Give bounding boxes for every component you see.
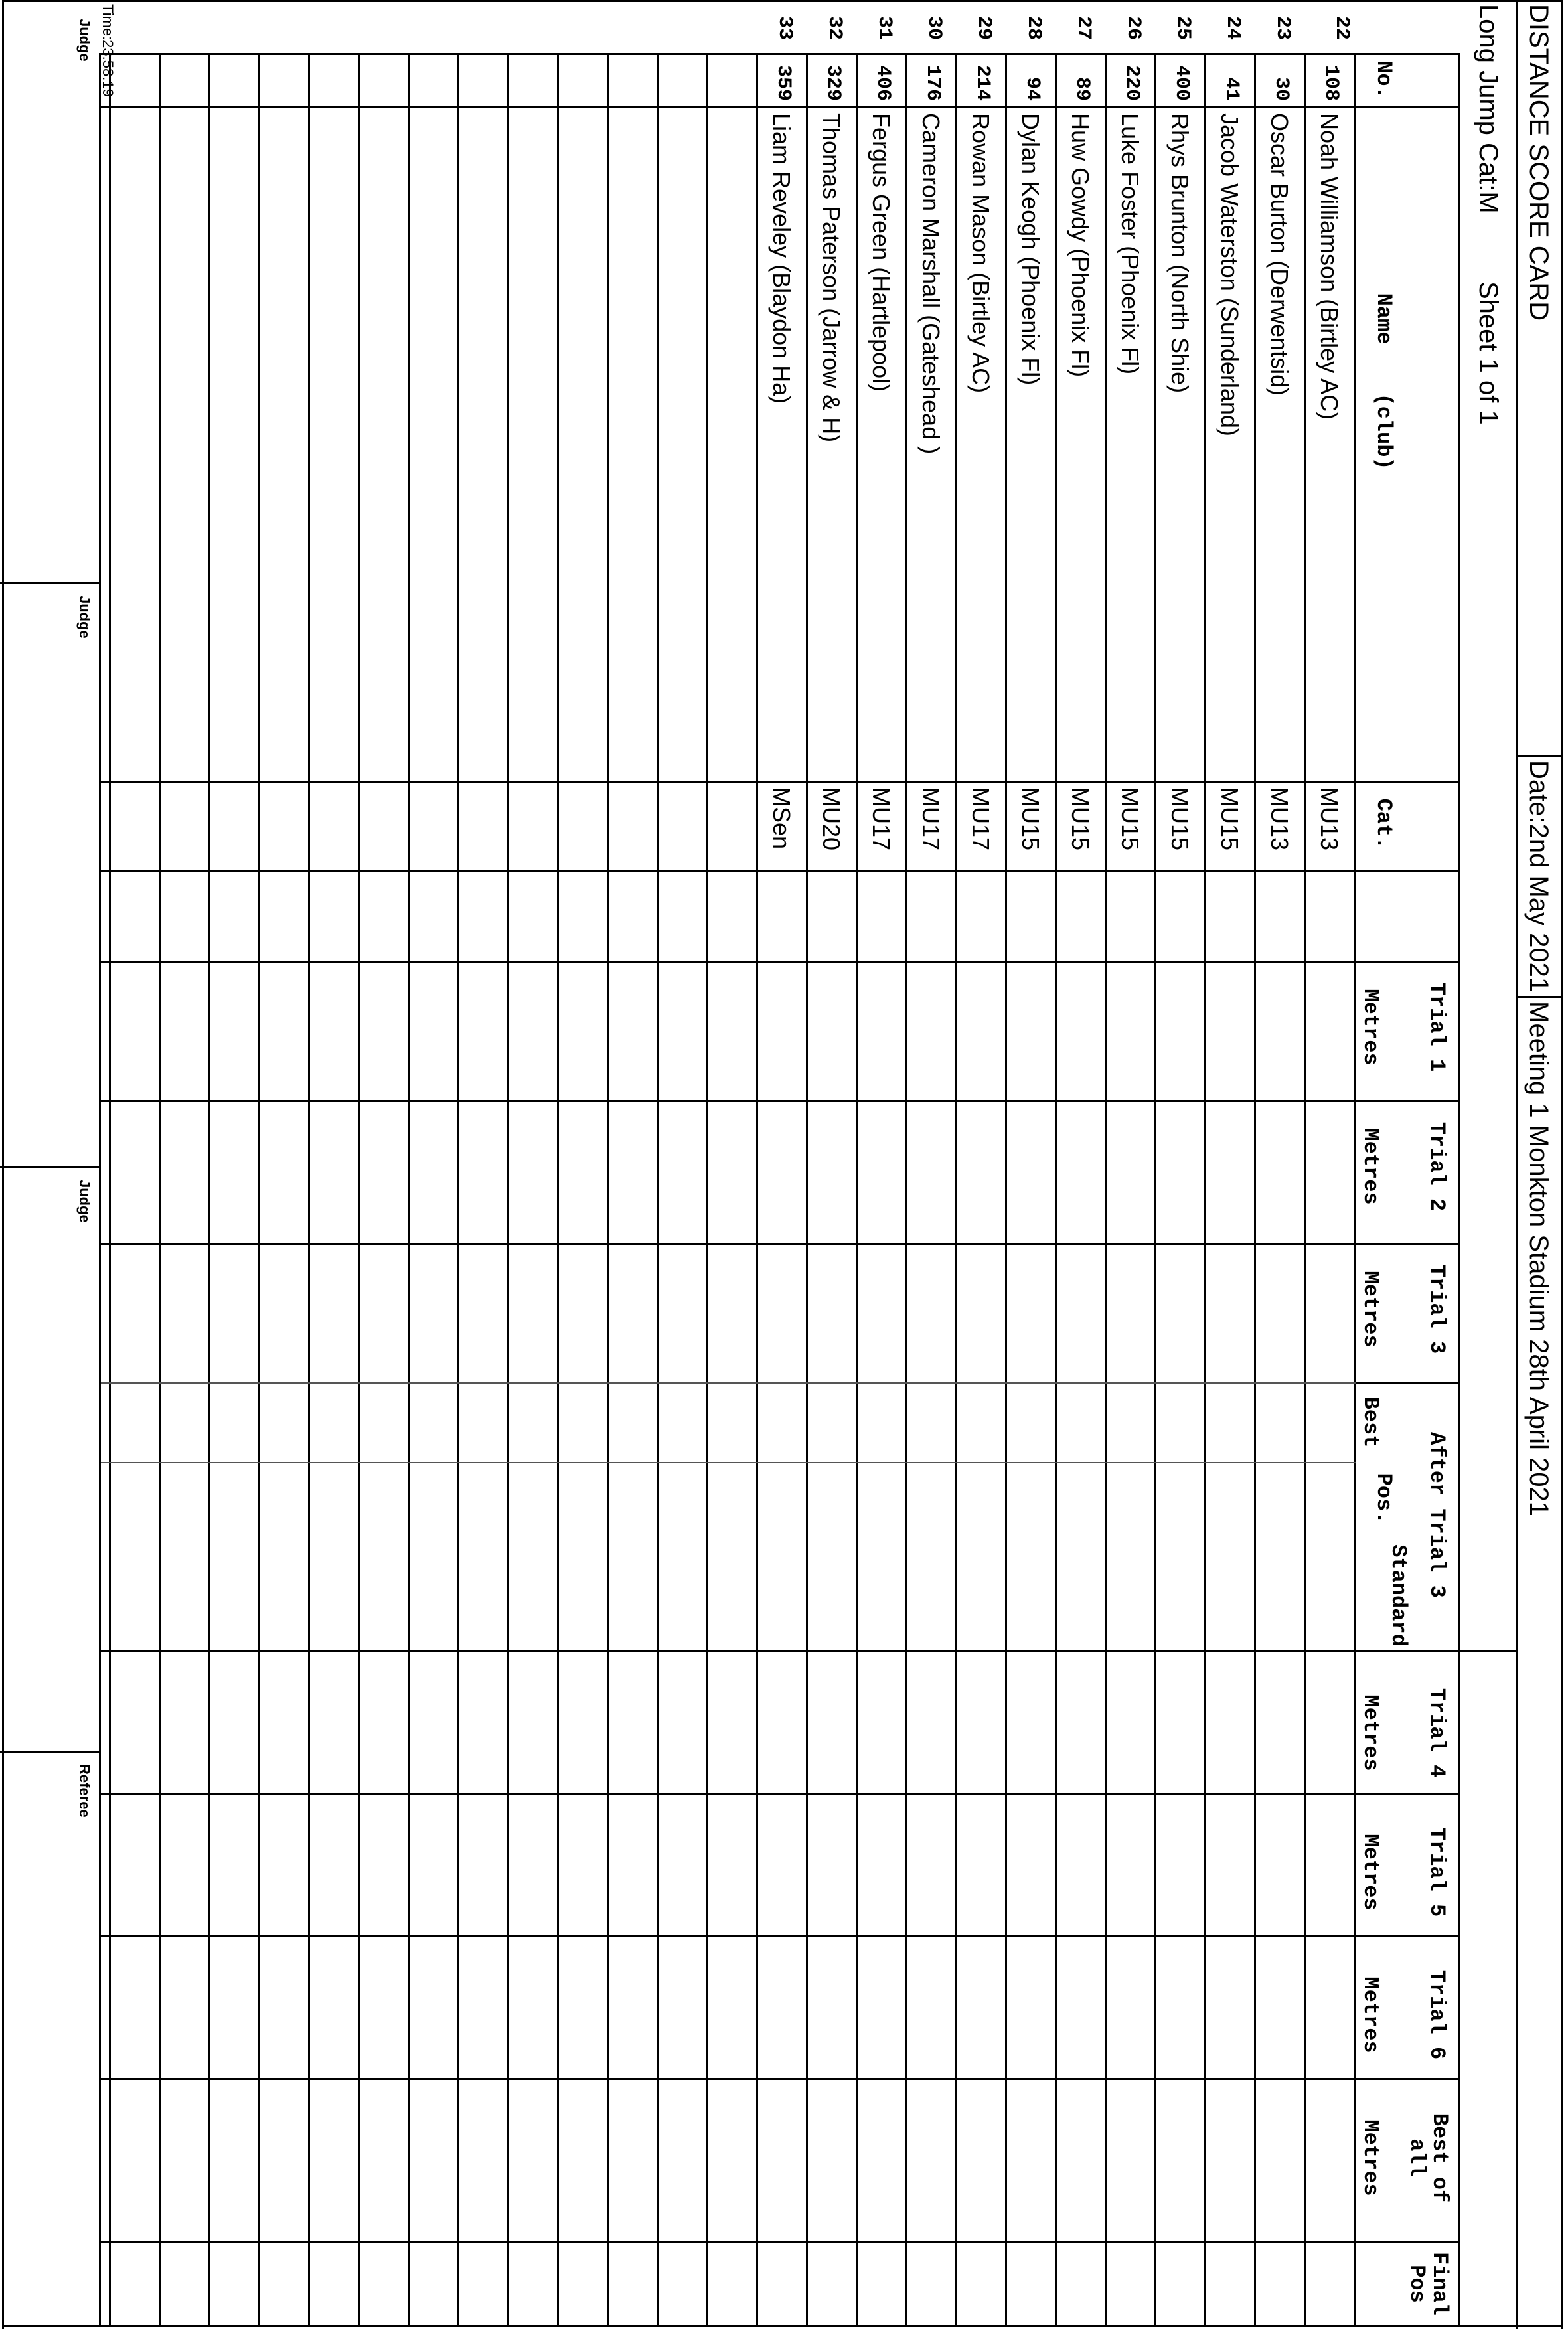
row-line xyxy=(308,53,310,2327)
athlete-category: MU13 xyxy=(1266,787,1293,851)
row-number: 22 xyxy=(1330,16,1353,40)
athlete-name: Luke Foster (Phoenix Fl) xyxy=(1117,113,1144,375)
column-line xyxy=(101,781,1460,783)
meeting-info: Meeting 1 Monkton Stadium 28th April 2021 xyxy=(1524,1001,1553,1517)
col-header-name: Name xyxy=(1372,293,1396,345)
judge-signature-2[interactable]: Judge xyxy=(76,596,93,639)
col-header-no: No. xyxy=(1372,60,1396,99)
signature-sep-2 xyxy=(0,1166,101,1168)
row-line xyxy=(1204,53,1206,2327)
athlete-category: MU17 xyxy=(917,787,945,851)
athlete-number: 41 xyxy=(1220,76,1243,101)
athlete-name: Huw Gowdy (Phoenix Fl) xyxy=(1067,113,1094,378)
column-line xyxy=(101,1935,1460,1937)
col-header-club: (club) xyxy=(1372,393,1396,470)
athlete-category: MU15 xyxy=(1166,787,1194,851)
print-timestamp: Time:23:58:19 xyxy=(100,4,116,97)
column-line xyxy=(101,961,1460,963)
col-header-pos: Pos. xyxy=(1372,1473,1396,1524)
athlete-number: 89 xyxy=(1071,76,1093,101)
row-line xyxy=(1005,53,1007,2327)
col-header-all: all xyxy=(1405,2138,1429,2177)
event-name: Long Jump Cat:M xyxy=(1474,4,1503,214)
sheet-right-border xyxy=(3,2325,1563,2327)
athlete-name: Dylan Keogh (Phoenix Fl) xyxy=(1017,113,1044,386)
row-line xyxy=(756,53,758,2327)
row-line xyxy=(457,53,459,2327)
col-header-final-pos: Pos xyxy=(1405,2265,1429,2303)
row-number: 24 xyxy=(1221,16,1244,40)
athlete-number: 176 xyxy=(921,64,944,101)
athlete-number: 214 xyxy=(971,64,994,101)
athlete-category: MU13 xyxy=(1316,787,1343,851)
sheet-bottom-border xyxy=(2,0,4,2329)
athlete-category: MU17 xyxy=(868,787,895,851)
column-line xyxy=(101,1793,1460,1795)
column-line xyxy=(101,1243,1460,1245)
athlete-number: 108 xyxy=(1320,64,1342,101)
row-number: 26 xyxy=(1122,16,1144,40)
athlete-name: Rhys Brunton (North Shie) xyxy=(1166,113,1194,394)
row-line xyxy=(1304,53,1306,2327)
row-number: 30 xyxy=(923,16,945,40)
col-header-cat: Cat. xyxy=(1372,798,1396,850)
row-line xyxy=(159,53,161,2327)
column-line xyxy=(101,2078,1460,2080)
col-header-trial1-unit: Metres xyxy=(1358,989,1383,1066)
row-line xyxy=(258,53,260,2327)
after3-sub-divider-1 xyxy=(101,1382,1356,1384)
col-header-best-of: Best of xyxy=(1427,2113,1452,2203)
table-header-bottom xyxy=(1354,53,1356,2327)
athlete-category: MSen xyxy=(768,787,795,850)
athlete-name: Jacob Waterston (Sunderland) xyxy=(1216,113,1243,436)
row-number: 28 xyxy=(1022,16,1045,40)
after3-sub-divider-2 xyxy=(101,1462,1356,1463)
athlete-number: 406 xyxy=(872,64,894,101)
col-header-trial3: Trial 3 xyxy=(1425,1264,1449,1354)
col-header-standard: Standard xyxy=(1386,1544,1411,1646)
row-line xyxy=(507,53,509,2327)
judge-signature-3[interactable]: Judge xyxy=(76,1180,93,1223)
row-line xyxy=(955,53,957,2327)
col-header-trial4-unit: Metres xyxy=(1358,1694,1383,1771)
col-header-trial4: Trial 4 xyxy=(1425,1688,1449,1778)
referee-signature[interactable]: Referee xyxy=(76,1764,93,1818)
row-line xyxy=(706,53,708,2327)
athlete-category: MU17 xyxy=(967,787,994,851)
column-line xyxy=(101,870,1460,872)
column-line xyxy=(101,106,1460,108)
athlete-name: Rowan Mason (Birtley AC) xyxy=(967,113,994,394)
athlete-number: 359 xyxy=(772,64,795,101)
row-line xyxy=(1154,53,1156,2327)
signature-sep-1 xyxy=(0,582,101,584)
col-header-best: Best xyxy=(1358,1396,1383,1448)
card-date: Date:2nd May 2021 xyxy=(1524,760,1553,993)
card-title: DISTANCE SCORE CARD xyxy=(1524,4,1553,321)
header-sep-1 xyxy=(1518,755,1563,757)
row-line xyxy=(358,53,360,2327)
row-number: 23 xyxy=(1271,16,1294,40)
row-line xyxy=(905,53,907,2327)
column-line xyxy=(101,1650,1460,1652)
row-number: 32 xyxy=(823,16,846,40)
athlete-name: Fergus Green (Hartlepool) xyxy=(868,113,895,392)
column-line xyxy=(101,1100,1460,1102)
row-line xyxy=(557,53,559,2327)
judge-signature-1[interactable]: Judge xyxy=(76,19,93,62)
row-line xyxy=(856,53,858,2327)
row-line xyxy=(109,53,111,2327)
row-line xyxy=(208,53,210,2327)
athlete-category: MU15 xyxy=(1216,787,1243,851)
col-header-best-unit: Metres xyxy=(1358,2119,1383,2196)
athlete-name: Cameron Marshall (Gateshead ) xyxy=(917,113,945,455)
athlete-name: Liam Reveley (Blaydon Ha) xyxy=(768,113,795,404)
athlete-name: Noah Williamson (Birtley AC) xyxy=(1316,113,1343,420)
col-header-trial5: Trial 5 xyxy=(1425,1827,1449,1917)
col-header-trial2-unit: Metres xyxy=(1358,1128,1383,1205)
col-header-after-trial3: After Trial 3 xyxy=(1425,1432,1449,1598)
col-header-trial3-unit: Metres xyxy=(1358,1271,1383,1348)
row-line xyxy=(657,53,659,2327)
row-number: 33 xyxy=(773,16,796,40)
row-line xyxy=(408,53,410,2327)
sheet-number: Sheet 1 of 1 xyxy=(1474,281,1503,425)
col-header-trial6-unit: Metres xyxy=(1358,1976,1383,2053)
header-sep-2 xyxy=(1518,996,1563,998)
col-header-trial1: Trial 1 xyxy=(1425,982,1449,1072)
row-line xyxy=(806,53,808,2327)
sheet-top-border xyxy=(1561,0,1563,2329)
athlete-number: 94 xyxy=(1021,76,1044,101)
signature-sep-3 xyxy=(0,1751,101,1753)
athlete-number: 30 xyxy=(1270,76,1293,101)
athlete-name: Oscar Burton (Derwentsid) xyxy=(1266,113,1293,396)
row-number: 27 xyxy=(1072,16,1095,40)
table-top-border xyxy=(1458,53,1460,2327)
col-header-final: Final xyxy=(1427,2251,1452,2316)
sheet-left-border xyxy=(3,0,1563,2)
row-line xyxy=(1055,53,1057,2327)
athlete-number: 400 xyxy=(1170,64,1193,101)
row-number: 29 xyxy=(973,16,995,40)
row-line xyxy=(1254,53,1256,2327)
row-number: 31 xyxy=(873,16,896,40)
header-divider xyxy=(1516,0,1518,2329)
column-line xyxy=(101,2241,1460,2243)
athlete-category: MU15 xyxy=(1117,787,1144,851)
col-header-trial5-unit: Metres xyxy=(1358,1834,1383,1911)
row-line xyxy=(1105,53,1107,2327)
athlete-number: 220 xyxy=(1121,64,1143,101)
col-header-trial6: Trial 6 xyxy=(1425,1970,1449,2060)
row-line xyxy=(607,53,609,2327)
athlete-category: MU15 xyxy=(1067,787,1094,851)
athlete-category: MU20 xyxy=(818,787,845,851)
athlete-number: 329 xyxy=(822,64,844,101)
athlete-category: MU15 xyxy=(1017,787,1044,851)
col-header-trial2: Trial 2 xyxy=(1425,1121,1449,1212)
athlete-name: Thomas Paterson (Jarrow & H) xyxy=(818,113,845,443)
table-bottom-border xyxy=(99,53,101,2327)
header-sep-3 xyxy=(1460,1650,1518,1652)
row-number: 25 xyxy=(1172,16,1194,40)
